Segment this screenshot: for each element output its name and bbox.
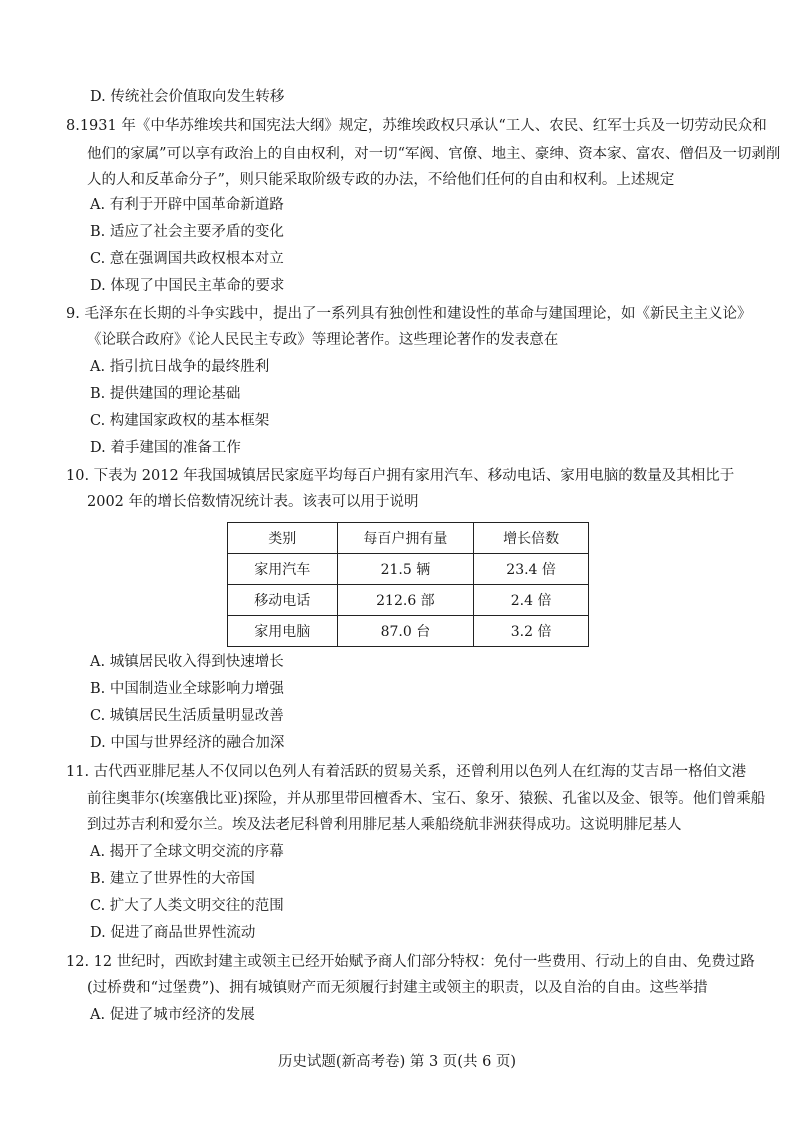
table-cell: 87.0 台 [337, 616, 474, 647]
q8-stem-line-2: 他们的家属”可以享有政治上的自由权利，对一切“军阀、官僚、地主、豪绅、资本家、富农、僧侣及一切剥削 [87, 146, 781, 162]
q9-option-b: B. 提供建国的理论基础 [90, 386, 241, 402]
q8-stem-line-3: 人的人和反革命分子”，则只能采取阶级专政的办法，不给他们任何的自由和权利。上述规定 [87, 172, 675, 188]
q7-option-d: D. 传统社会价值取向发生转移 [90, 89, 285, 105]
page-footer: 历史试题(新高考卷) 第 3 页(共 6 页) [277, 1054, 517, 1070]
q8-stem-line-1: 8.1931 年《中华苏维埃共和国宪法大纲》规定，苏维埃政权只承认“工人、农民、红军士兵及一切劳动民众和 [66, 118, 767, 134]
table-row [228, 585, 589, 616]
q10-stem-line-2: 2002 年的增长倍数情况统计表。该表可以用于说明 [87, 494, 419, 510]
q10-data-table [227, 522, 589, 647]
table-cell: 家用汽车 [228, 554, 338, 585]
q12-option-a: A. 促进了城市经济的发展 [90, 1007, 255, 1023]
q10-option-c: C. 城镇居民生活质量明显改善 [90, 708, 284, 724]
table-cell: 21.5 辆 [337, 554, 474, 585]
table-header-row [228, 523, 589, 554]
q11-stem-line-2: 前往奥菲尔(埃塞俄比亚)探险，并从那里带回檀香木、宝石、象牙、猿猴、孔雀以及金、银等。他们曾乘船 [87, 791, 766, 807]
q12-stem-line-2: (过桥费和“过堡费”)、拥有城镇财产而无须履行封建主或领主的职责，以及自治的自由。这些举措 [87, 980, 708, 996]
q11-option-b: B. 建立了世界性的大帝国 [90, 871, 255, 887]
q10-option-d: D. 中国与世界经济的融合加深 [90, 735, 285, 751]
table-row [228, 554, 589, 585]
q9-stem-line-2: 《论联合政府》《论人民民主专政》等理论著作。这些理论著作的发表意在 [87, 332, 559, 348]
table-header-cell: 类别 [228, 523, 338, 554]
table-cell: 2.4 倍 [474, 585, 589, 616]
q8-option-a: A. 有利于开辟中国革命新道路 [90, 197, 284, 213]
table-header-cell: 每百户拥有量 [337, 523, 474, 554]
table-cell: 家用电脑 [228, 616, 338, 647]
q10-stem-line-1: 10. 下表为 2012 年我国城镇居民家庭平均每百户拥有家用汽车、移动电话、家用电脑的数量及其相比于 [66, 468, 735, 484]
q12-stem-line-1: 12. 12 世纪时，西欧封建主或领主已经开始赋予商人们部分特权：免付一些费用、行动上的自由、免费过路 [66, 954, 755, 970]
q8-option-d: D. 体现了中国民主革命的要求 [90, 278, 285, 294]
table-header-cell: 增长倍数 [474, 523, 589, 554]
table-cell: 23.4 倍 [474, 554, 589, 585]
table-cell: 移动电话 [228, 585, 338, 616]
q11-option-c: C. 扩大了人类文明交往的范围 [90, 898, 284, 914]
q9-stem-line-1: 9. 毛泽东在长期的斗争实践中，提出了一系列具有独创性和建设性的革命与建国理论，如《新民主主义论》 [66, 306, 752, 322]
q11-stem-line-1: 11. 古代西亚腓尼基人不仅同以色列人有着活跃的贸易关系，还曾利用以色列人在红海的艾吉昂一格伯文港 [66, 764, 747, 780]
q8-option-c: C. 意在强调国共政权根本对立 [90, 251, 284, 267]
q11-option-d: D. 促进了商品世界性流动 [90, 925, 256, 941]
table-row [228, 616, 589, 647]
table-cell: 212.6 部 [337, 585, 474, 616]
q11-stem-line-3: 到过苏吉利和爱尔兰。埃及法老尼科曾利用腓尼基人乘船绕航非洲获得成功。这说明腓尼基人 [87, 817, 682, 833]
q10-option-a: A. 城镇居民收入得到快速增长 [90, 654, 284, 670]
q8-option-b: B. 适应了社会主要矛盾的变化 [90, 224, 284, 240]
table-cell: 3.2 倍 [474, 616, 589, 647]
q9-option-a: A. 指引抗日战争的最终胜利 [90, 359, 270, 375]
q10-option-b: B. 中国制造业全球影响力增强 [90, 681, 284, 697]
q9-option-d: D. 着手建国的准备工作 [90, 440, 241, 456]
q9-option-c: C. 构建国家政权的基本框架 [90, 413, 270, 429]
q11-option-a: A. 揭开了全球文明交流的序幕 [90, 844, 284, 860]
